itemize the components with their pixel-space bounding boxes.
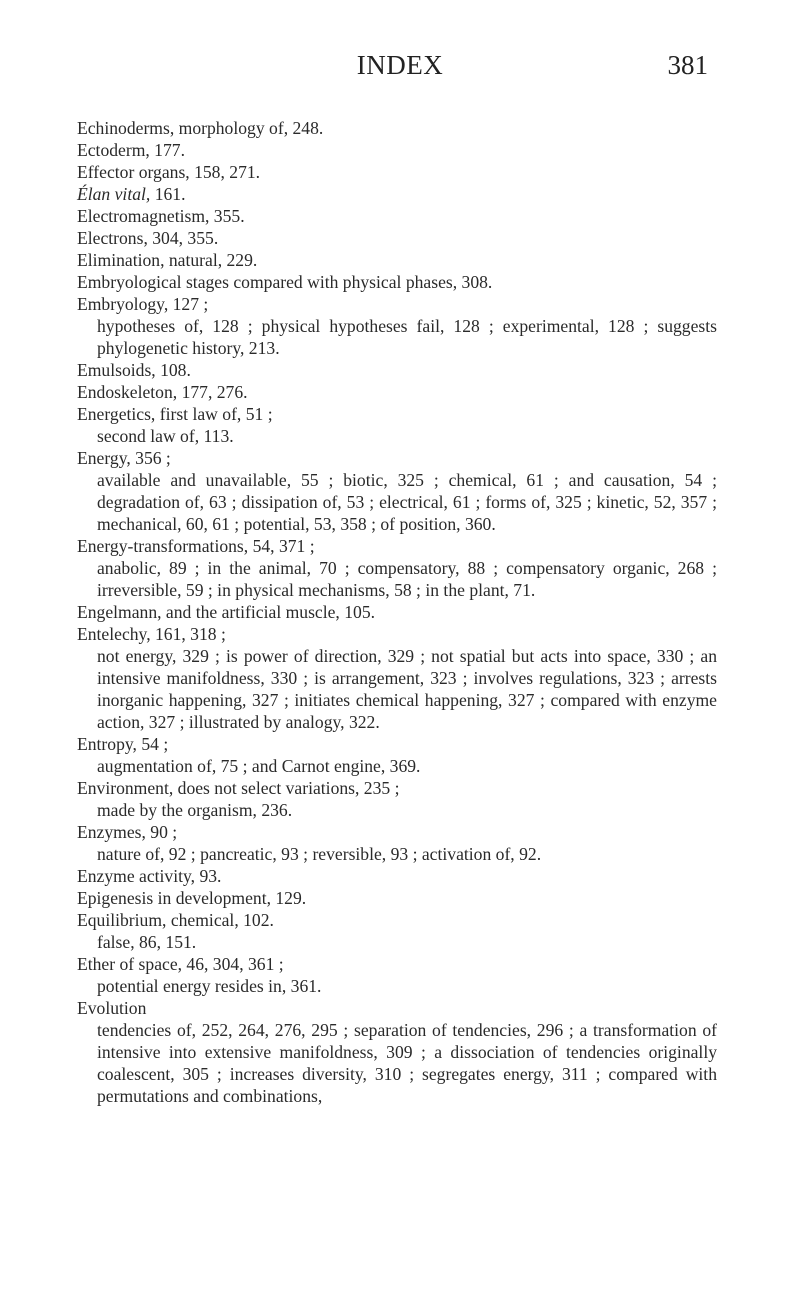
index-entry-electromagnetism: Electromagnetism, 355. <box>77 206 245 226</box>
index-subentry-entropy: augmentation of, 75 ; and Carnot engine, 369. <box>97 756 421 776</box>
index-entry-echinoderms: Echinoderms, morphology of, 248. <box>77 118 324 138</box>
index-entry-entelechy: Entelechy, 161, 318 ; <box>77 624 226 644</box>
index-subentry-energy: available and unavailable, 55 ; biotic, 325 ; chemical, 61 ; and causation, 54 ; degradation of, 63 ; dissipation of, 53 ; electrical, 61 ; forms of, 325 ; kinetic, 52, 357 ; mechanical, 60, 61 ; potential, 53, 358 ; of position, 360. <box>97 470 717 534</box>
index-subentry-ether-of-space: potential energy resides in, 361. <box>97 976 322 996</box>
index-entry-epigenesis: Epigenesis in development, 129. <box>77 888 307 908</box>
index-subentry-entelechy: not energy, 329 ; is power of direction, 329 ; not spatial but acts into space, 330 ; an intensive manifoldness, 330 ; is arrangement, 323 ; involves regulations, 323 ; arrests inorganic happening, 327 ; initiates chemical happening, 327 ; compared with enzyme action, 327 ; illustrated by analogy, 322. <box>97 646 717 732</box>
page-header <box>0 50 800 86</box>
index-entry-entropy: Entropy, 54 ; <box>77 734 169 754</box>
index-entry-energy-transformations: Energy-transformations, 54, 371 ; <box>77 536 315 556</box>
index-entries <box>77 117 717 1107</box>
index-entry-effector-organs: Effector organs, 158, 271. <box>77 162 261 182</box>
index-entry-enzyme-activity: Enzyme activity, 93. <box>77 866 222 886</box>
index-entry-elan-vital <box>77 183 717 205</box>
index-entry-enzymes: Enzymes, 90 ; <box>77 822 178 842</box>
page-number: 381 <box>667 50 708 80</box>
index-entry-electrons: Electrons, 304, 355. <box>77 228 219 248</box>
index-entry-environment: Environment, does not select variations, 235 ; <box>77 778 400 798</box>
index-entry-embryological-stages: Embryological stages compared with physical phases, 308. <box>77 272 493 292</box>
index-entry-energy: Energy, 356 ; <box>77 448 171 468</box>
index-subentry-energy-transformations: anabolic, 89 ; in the animal, 70 ; compensatory, 88 ; compensatory organic, 268 ; irreversible, 59 ; in physical mechanisms, 58 ; in the plant, 71. <box>97 558 717 600</box>
index-entry-energetics: Energetics, first law of, 51 ; <box>77 404 273 424</box>
index-entry-endoskeleton: Endoskeleton, 177, 276. <box>77 382 248 402</box>
index-entry-engelmann: Engelmann, and the artificial muscle, 105. <box>77 602 376 622</box>
index-entry-locator: 161. <box>150 184 186 204</box>
index-entry-ether-of-space: Ether of space, 46, 304, 361 ; <box>77 954 284 974</box>
index-entry-elimination: Elimination, natural, 229. <box>77 250 258 270</box>
index-entry-italic-term: Élan vital, <box>77 184 151 204</box>
index-entry-ectoderm: Ectoderm, 177. <box>77 140 185 160</box>
index-subentry-energetics: second law of, 113. <box>97 426 234 446</box>
page-title: INDEX <box>356 50 444 80</box>
index-subentry-equilibrium: false, 86, 151. <box>97 932 197 952</box>
index-subentry-environment: made by the organism, 236. <box>97 800 293 820</box>
index-entry-embryology: Embryology, 127 ; <box>77 294 209 314</box>
index-entry-equilibrium: Equilibrium, chemical, 102. <box>77 910 274 930</box>
index-entry-emulsoids: Emulsoids, 108. <box>77 360 191 380</box>
index-entry-evolution: Evolution <box>77 998 147 1018</box>
index-subentry-evolution: tendencies of, 252, 264, 276, 295 ; separation of tendencies, 296 ; a transformation of intensive into extensive manifoldness, 309 ; a dissociation of tendencies originally coalescent, 305 ; increases diversity, 310 ; segregates energy, 311 ; compared with permutations and combinations, <box>97 1020 717 1106</box>
index-subentry-embryology: hypotheses of, 128 ; physical hypotheses fail, 128 ; experimental, 128 ; suggests phylogenetic history, 213. <box>97 316 717 358</box>
index-subentry-enzymes: nature of, 92 ; pancreatic, 93 ; reversible, 93 ; activation of, 92. <box>97 844 542 864</box>
